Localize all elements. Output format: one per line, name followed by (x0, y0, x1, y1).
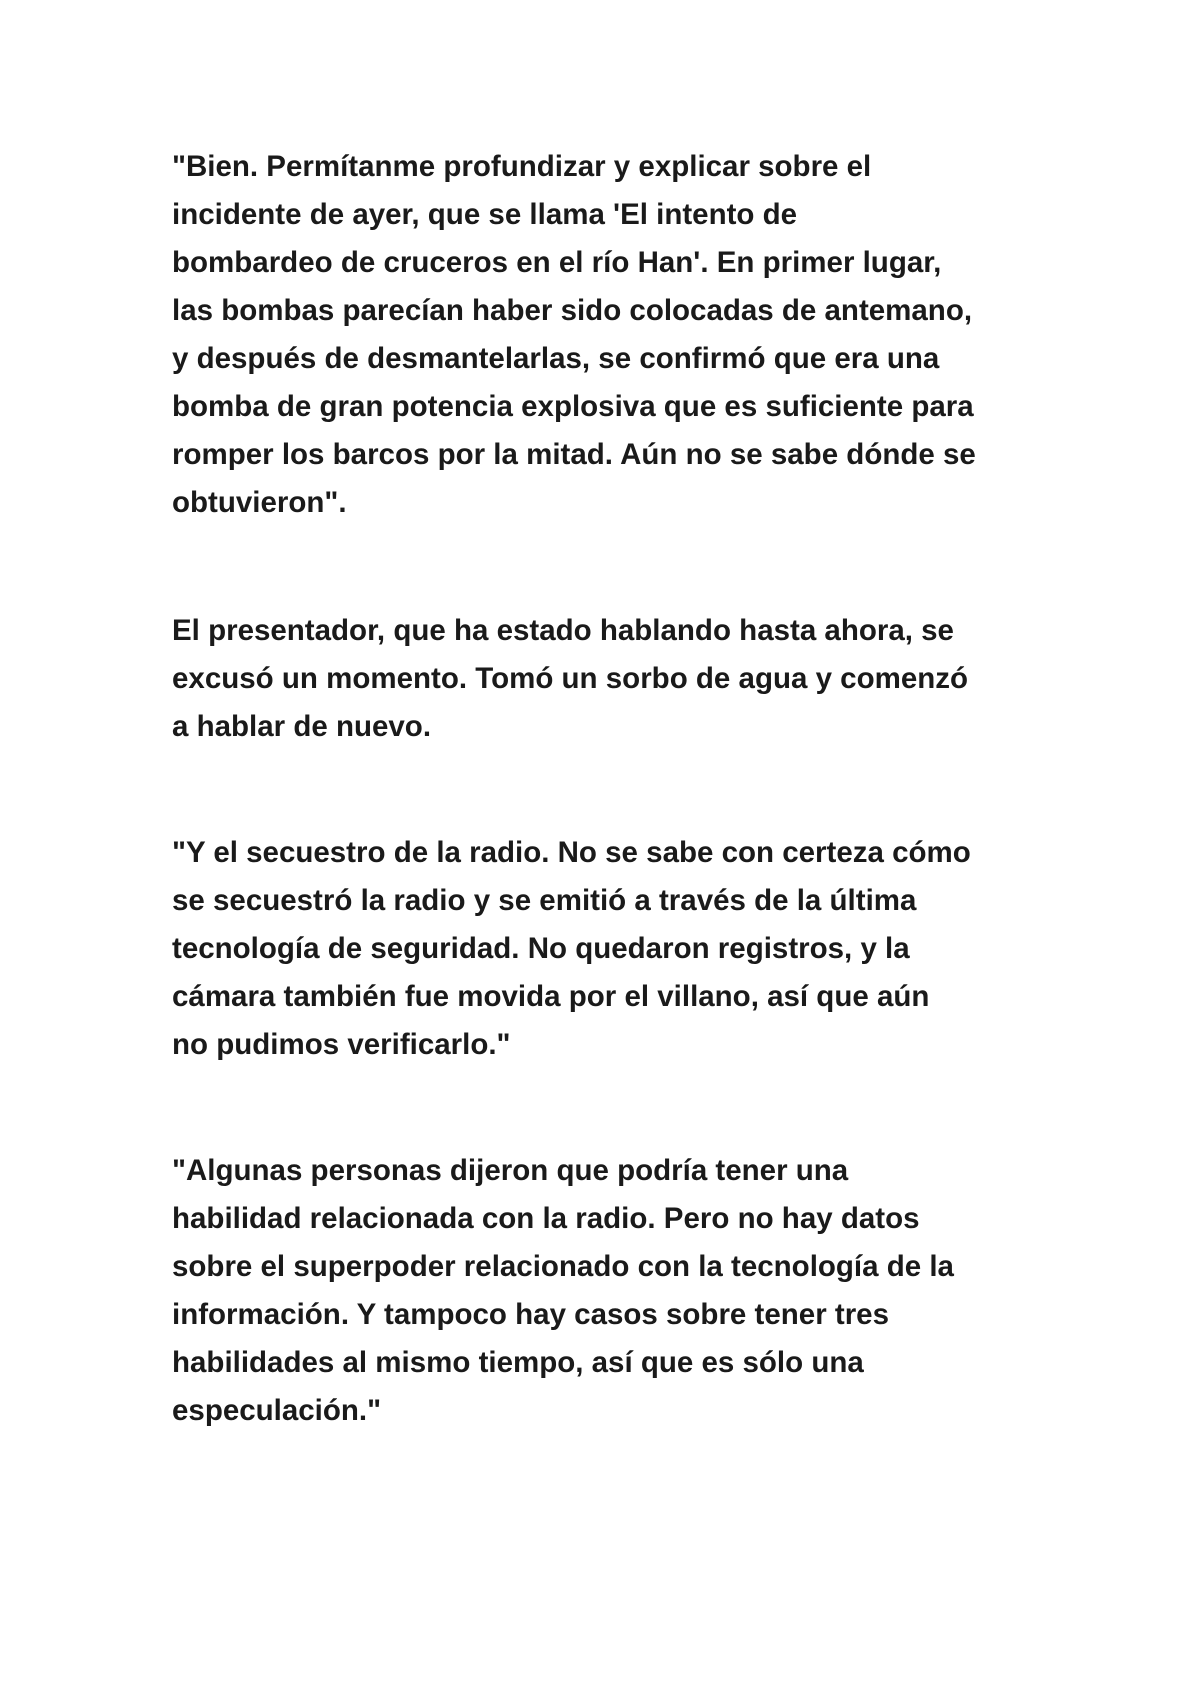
paragraph-3: "Y el secuestro de la radio. No se sabe con certeza cómo se secuestró la radio y se emitió a través de la última tecnología de seguridad. No quedaron registros, y la cámara también fue movida por el villano, así que aún no pudimos verificarlo." (172, 836, 971, 1061)
paragraph-2: El presentador, que ha estado hablando hasta ahora, se excusó un momento. Tomó un sorbo de agua y comenzó a hablar de nuevo. (172, 614, 969, 743)
paragraph-4: "Algunas personas dijeron que podría tener una habilidad relacionada con la radio. Pero no hay datos sobre el superpoder relacionado con la tecnología de la información. Y tampoco hay casos sobre tener tres habilidades al mismo tiempo, así que es sólo una especulación." (172, 1154, 954, 1427)
paragraph-1: "Bien. Permítanme profundizar y explicar sobre el incidente de ayer, que se llama 'El intento de bombardeo de cruceros en el río Han'. En primer lugar, las bombas parecían haber sido colocadas de antemano, y después de desmantelarlas, se confirmó que era una bomba de gran potencia explosiva que es suficiente para romper los barcos por la mitad. Aún no se sabe dónde se obtuvieron". (172, 150, 976, 519)
